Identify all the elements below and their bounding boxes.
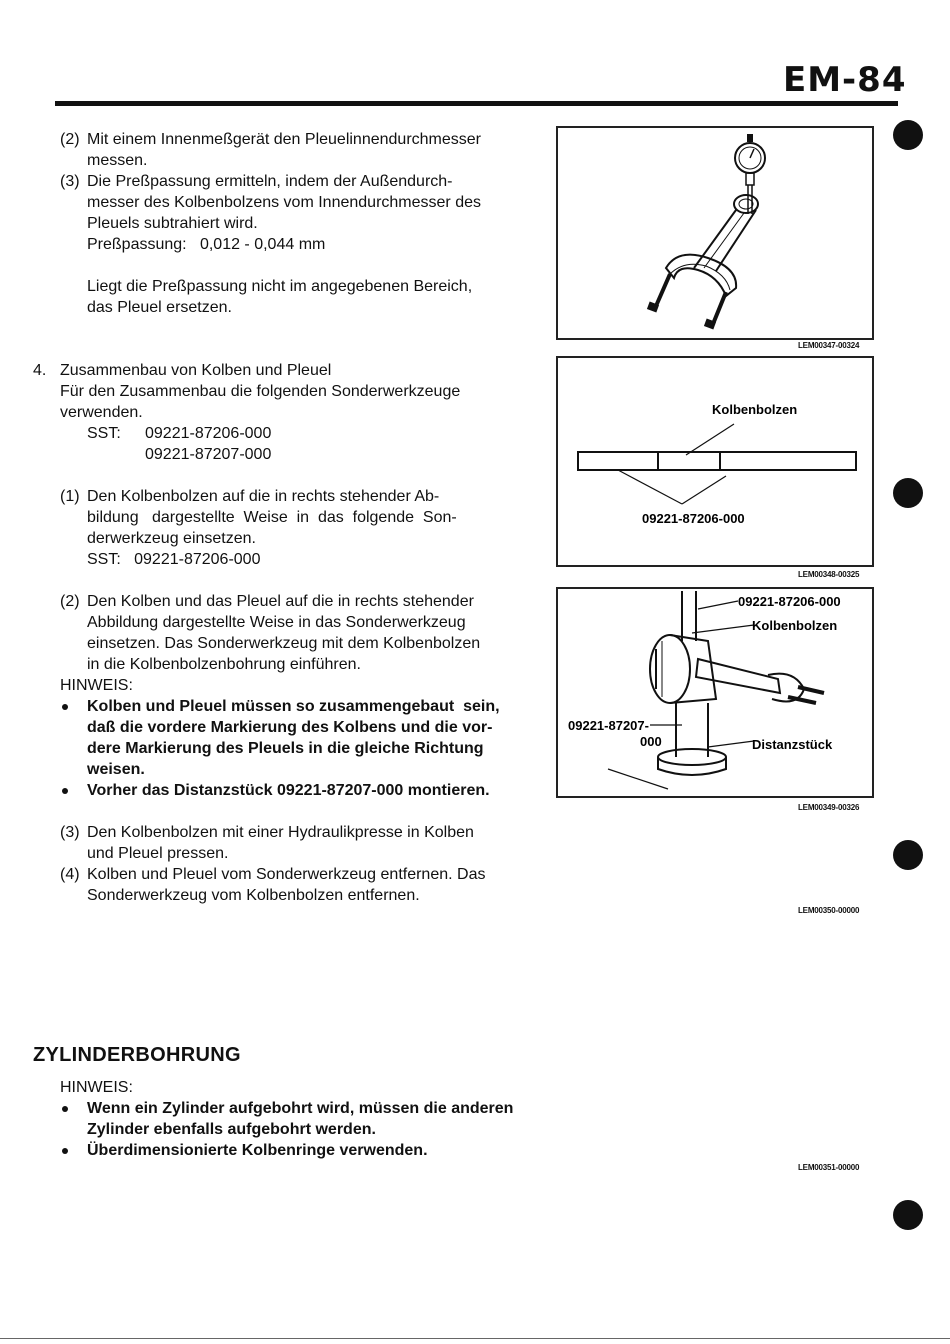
label-sst-spacer: 09221-87207- <box>568 718 649 733</box>
sst-value: 09221-87206-000 <box>145 425 272 442</box>
binder-hole <box>893 478 923 508</box>
sub-step-3-line: und Pleuel pressen. <box>87 845 229 862</box>
figure-piston-pin-tool <box>556 356 874 567</box>
pin-tool-illustration <box>558 358 872 565</box>
bullet <box>62 1148 68 1154</box>
hinweis-label: HINWEIS: <box>60 677 133 694</box>
note-line: Überdimensionierte Kolbenringe verwenden. <box>87 1142 428 1159</box>
figure-caption: LEM00350-00000 <box>798 906 860 915</box>
label-sst-number: 09221-87206-000 <box>642 511 745 526</box>
note-line: Wenn ein Zylinder aufgebohrt wird, müssen die anderen <box>87 1100 514 1117</box>
note-line: daß die vordere Markierung des Kolbens und die vor- <box>87 719 493 736</box>
section-4-title: Zusammenbau von Kolben und Pleuel <box>60 362 332 379</box>
step-3-line: Pleuels subtrahiert wird. <box>87 215 258 232</box>
sub-step-1-sst: SST: 09221-87206-000 <box>87 551 261 568</box>
note-line: Kolben und Pleuel müssen so zusammengebaut sein, <box>87 698 500 715</box>
note-line: weisen. <box>87 761 145 778</box>
bottom-edge-line <box>0 1338 950 1339</box>
sub-step-3-number: (3) <box>60 824 80 841</box>
sub-step-2-line: einsetzen. Das Sonderwerkzeug mit dem Kolbenbolzen <box>87 635 481 652</box>
sub-step-1-line: derwerkzeug einsetzen. <box>87 530 256 547</box>
binder-hole <box>893 120 923 150</box>
figure-caption: LEM00348-00325 <box>798 570 860 579</box>
sst-label: SST: <box>87 425 121 442</box>
connecting-rod-illustration <box>558 128 872 338</box>
label-kolbenbolzen: Kolbenbolzen <box>752 618 838 633</box>
sub-step-2-line: Den Kolben und das Pleuel auf die in rechts stehender <box>87 593 474 610</box>
sub-step-2-line: in die Kolbenbolzenbohrung einführen. <box>87 656 361 673</box>
note-line: Zylinder ebenfalls aufgebohrt werden. <box>87 1121 376 1138</box>
sub-step-4-line: Sonderwerkzeug vom Kolbenbolzen entfernen. <box>87 887 420 904</box>
figure-caption: LEM00351-00000 <box>798 1163 860 1172</box>
section-4-line: verwenden. <box>60 404 143 421</box>
sub-step-1-line: Den Kolbenbolzen auf die in rechts stehender Ab- <box>87 488 440 505</box>
sub-step-2-number: (2) <box>60 593 80 610</box>
bullet <box>62 788 68 794</box>
figure-piston-rod-assembly <box>556 587 874 798</box>
hinweis-label: HINWEIS: <box>60 1079 133 1096</box>
note-line: dere Markierung des Pleuels in die gleiche Richtung <box>87 740 484 757</box>
header-rule <box>55 101 898 106</box>
page-number: EM-84 <box>783 60 907 100</box>
step-2-line: Mit einem Innenmeßgerät den Pleuelinnendurchmesser <box>87 131 481 148</box>
note-line: Vorher das Distanzstück 09221-87207-000 montieren. <box>87 782 490 799</box>
binder-hole <box>893 840 923 870</box>
label-kolbenbolzen: Kolbenbolzen <box>712 402 798 417</box>
bullet <box>62 704 68 710</box>
section-heading: ZYLINDERBOHRUNG <box>33 1044 241 1066</box>
label-sst-spacer-suffix: 000 <box>640 734 662 749</box>
step-3-line: messer des Kolbenbolzens vom Innendurchmesser des <box>87 194 481 211</box>
press-fit-note: das Pleuel ersetzen. <box>87 299 232 316</box>
bullet <box>62 1106 68 1112</box>
figure-connecting-rod-gauge <box>556 126 874 340</box>
step-3-number: (3) <box>60 173 80 190</box>
sub-step-1-line: bildung dargestellte Weise in das folgende Son- <box>87 509 457 526</box>
sub-step-2-line: Abbildung dargestellte Weise in das Sonderwerkzeug <box>87 614 466 631</box>
sst-value: 09221-87207-000 <box>145 446 272 463</box>
section-4-line: Für den Zusammenbau die folgenden Sonderwerkzeuge <box>60 383 461 400</box>
step-2-number: (2) <box>60 131 80 148</box>
sub-step-1-number: (1) <box>60 488 80 505</box>
step-2-line: messen. <box>87 152 148 169</box>
figure-caption: LEM00347-00324 <box>798 341 860 350</box>
binder-hole <box>893 1200 923 1230</box>
press-fit-note: Liegt die Preßpassung nicht im angegebenen Bereich, <box>87 278 473 295</box>
figure-caption: LEM00349-00326 <box>798 803 860 812</box>
sub-step-4-number: (4) <box>60 866 80 883</box>
label-distanzstueck: Distanzstück <box>752 737 833 752</box>
step-3-line: Die Preßpassung ermitteln, indem der Außendurch- <box>87 173 453 190</box>
section-4-number: 4. <box>33 362 47 379</box>
press-fit-spec: Preßpassung: 0,012 - 0,044 mm <box>87 236 326 253</box>
label-sst-pin: 09221-87206-000 <box>738 594 841 609</box>
assembly-illustration <box>558 589 872 796</box>
sub-step-4-line: Kolben und Pleuel vom Sonderwerkzeug entfernen. Das <box>87 866 486 883</box>
sub-step-3-line: Den Kolbenbolzen mit einer Hydraulikpresse in Kolben <box>87 824 474 841</box>
